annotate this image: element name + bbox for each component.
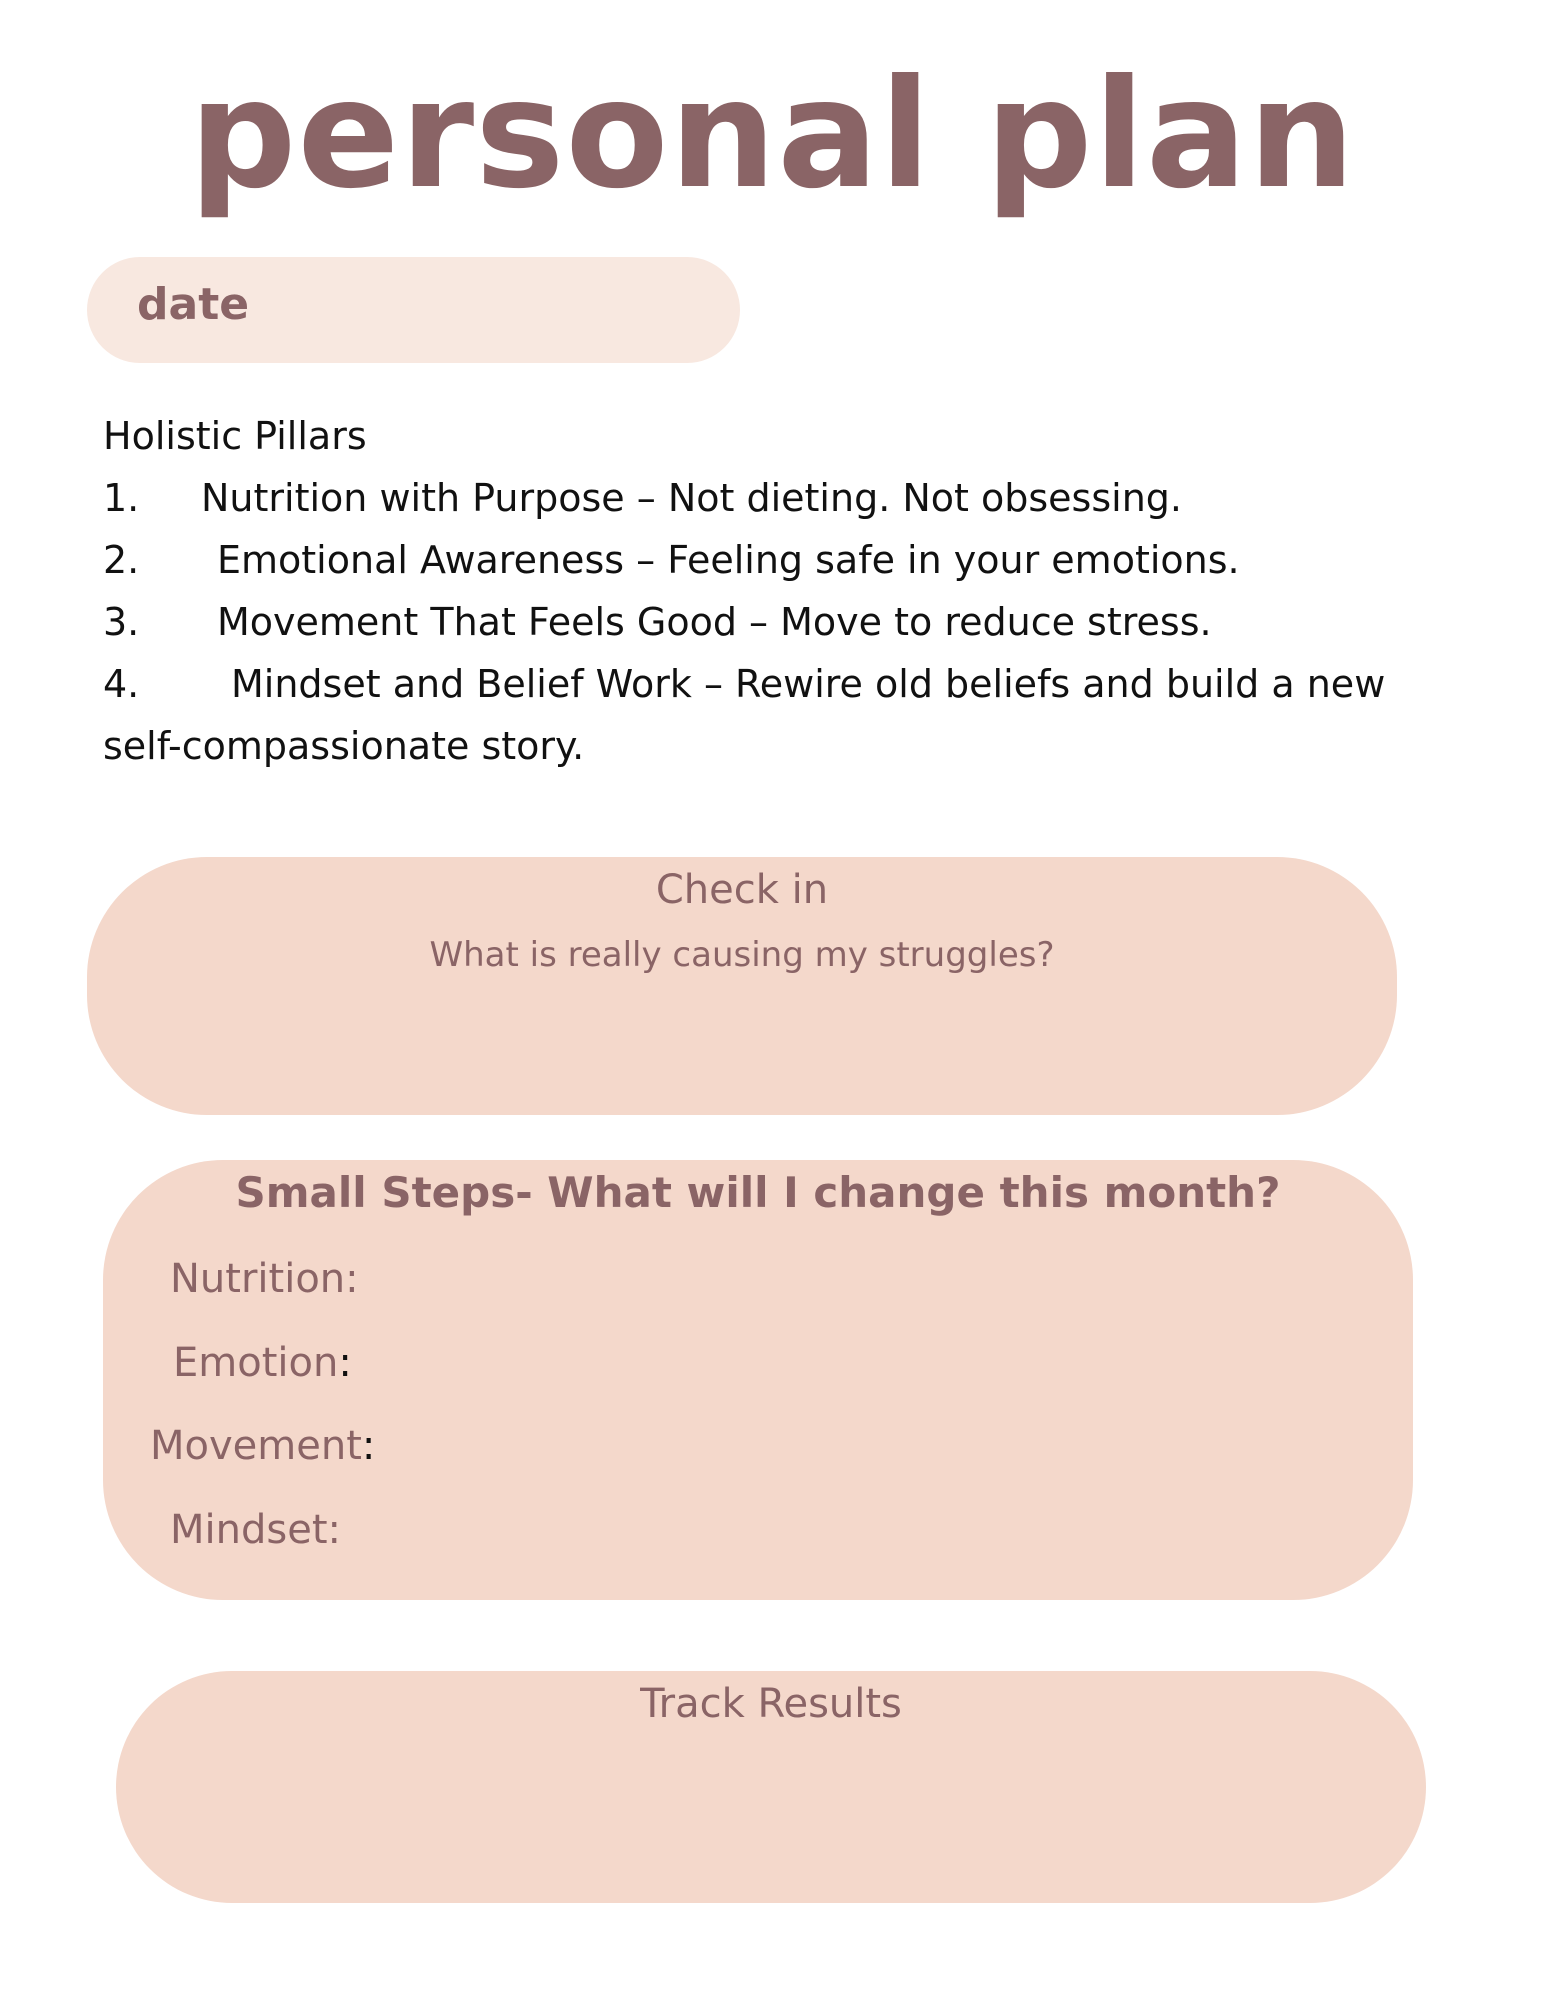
mindset-label: Mindset (170, 1507, 328, 1553)
pillar-text: Nutrition with Purpose – Not dieting. Not obsessing. (201, 476, 1182, 520)
emotion-colon: : (338, 1340, 352, 1386)
nutrition-colon: : (345, 1256, 359, 1302)
pillar-number: 2. (103, 538, 140, 582)
small-steps-panel (103, 1160, 1413, 1600)
movement-label: Movement (150, 1423, 362, 1469)
check-in-title: Check in (655, 867, 829, 913)
pillar-text: Mindset and Belief Work – Rewire old beliefs and build a new self-compassionate story. (103, 662, 1386, 768)
holistic-pillars-section (103, 405, 1453, 777)
pillars-heading: Holistic Pillars (103, 414, 367, 458)
pillar-item (103, 529, 1453, 591)
nutrition-field[interactable] (170, 1256, 359, 1302)
emotion-label: Emotion (173, 1340, 339, 1386)
movement-colon: : (361, 1423, 376, 1469)
date-label: date (137, 279, 250, 330)
mindset-field[interactable] (170, 1507, 341, 1553)
movement-field[interactable] (150, 1423, 375, 1469)
check-in-panel[interactable] (87, 857, 1397, 1115)
pillar-text: Emotional Awareness – Feeling safe in your emotions. (217, 538, 1240, 582)
nutrition-label: Nutrition (170, 1256, 346, 1302)
emotion-field[interactable] (173, 1340, 352, 1386)
date-field[interactable] (87, 257, 740, 363)
pillar-number: 3. (103, 600, 140, 644)
check-in-question: What is really causing my struggles? (429, 935, 1055, 975)
track-results-title: Track Results (640, 1681, 902, 1727)
pillar-text: Movement That Feels Good – Move to reduce stress. (217, 600, 1212, 644)
pillar-item (103, 591, 1453, 653)
pillar-number: 1. (103, 476, 140, 520)
pillar-item (103, 653, 1453, 777)
page-title: personal plan (189, 48, 1356, 222)
small-steps-title: Small Steps- What will I change this month? (235, 1168, 1281, 1217)
track-results-panel[interactable] (116, 1671, 1426, 1903)
mindset-colon: : (327, 1507, 341, 1553)
pillar-number: 4. (103, 662, 140, 706)
pillar-item (103, 467, 1453, 529)
